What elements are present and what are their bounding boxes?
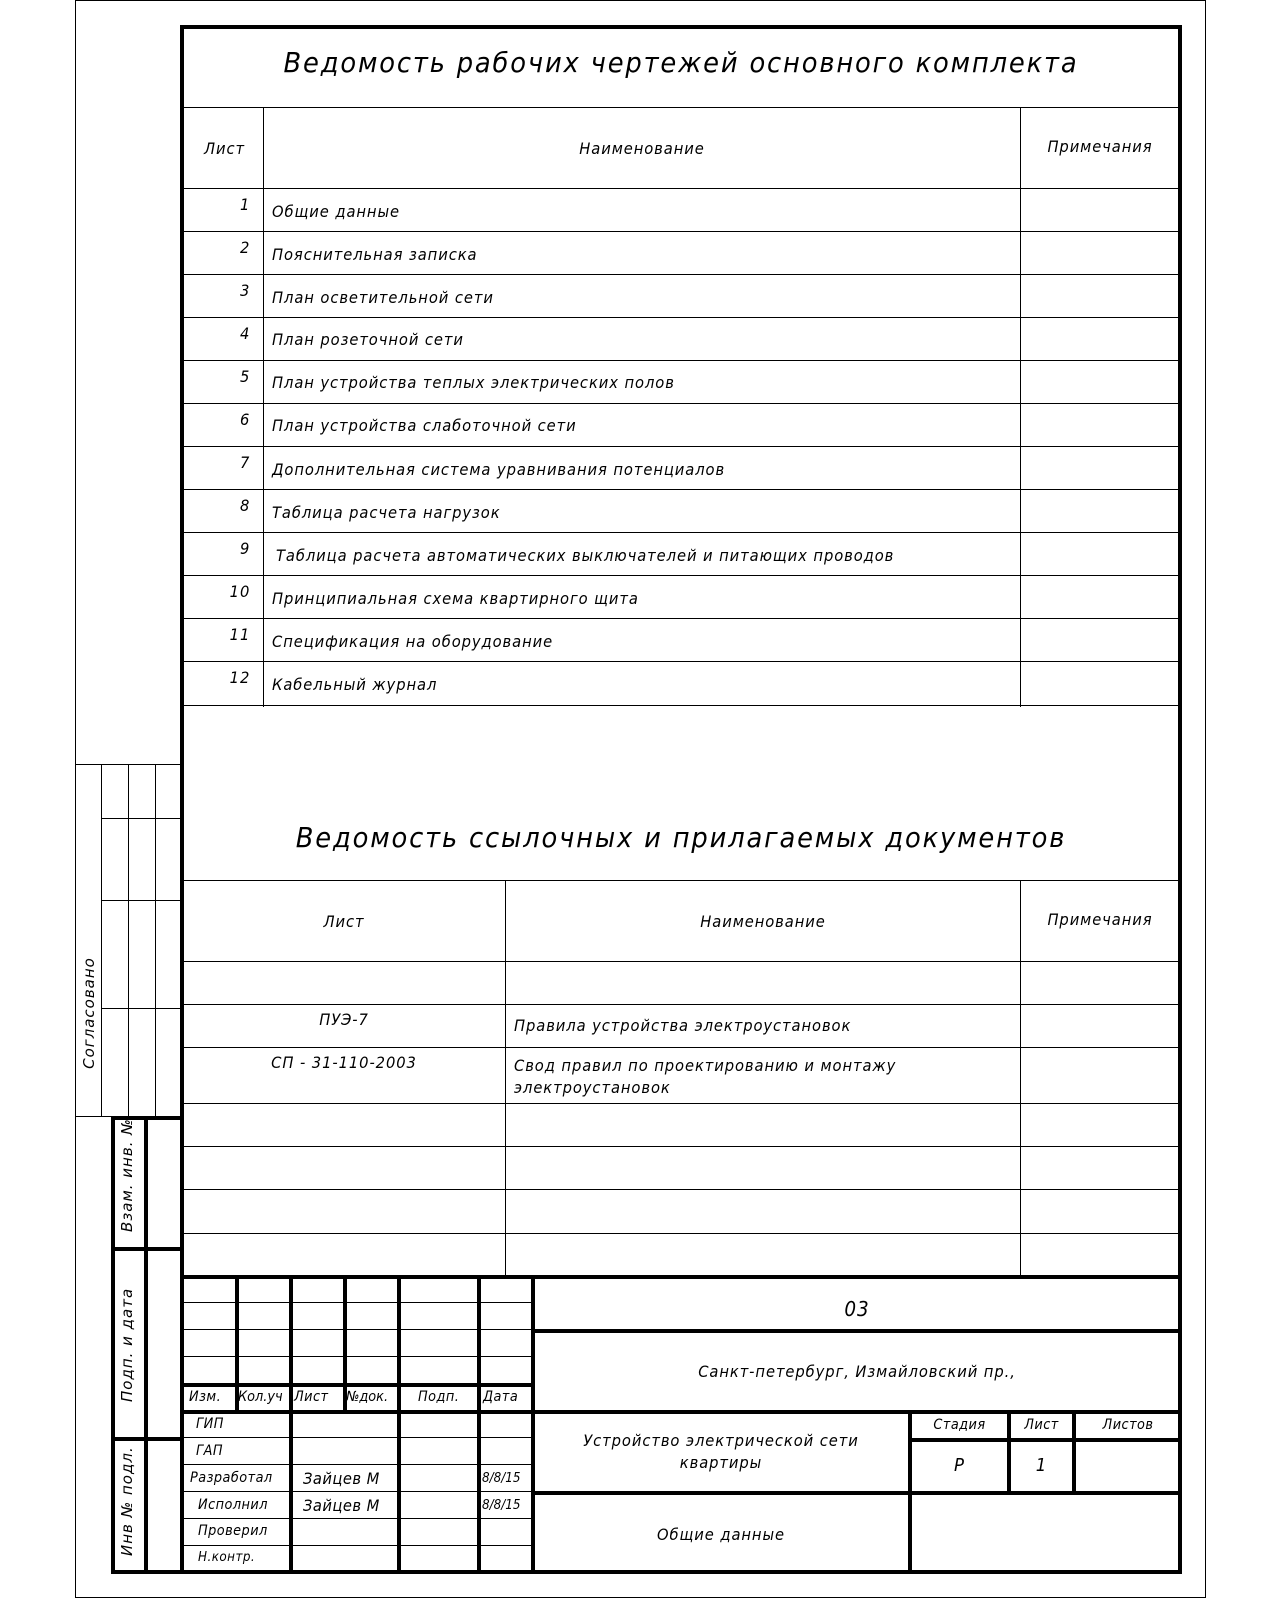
drawing-list-header-name: Наименование: [579, 139, 705, 158]
header-signature: Подп.: [418, 1389, 460, 1405]
role-norm-control: Н.контр.: [198, 1550, 256, 1565]
row-name: План осветительной сети: [272, 288, 494, 307]
row-sheet-number: 4: [239, 324, 251, 343]
row-name: Дополнительная система уравнивания потенциалов: [272, 460, 726, 479]
header-sheet: Лист: [294, 1389, 329, 1405]
sheets-label: Листов: [1102, 1417, 1154, 1433]
row-name: Правила устройства электроустановок: [514, 1016, 852, 1035]
inv-replace-label: Взам. инв. №: [118, 1118, 136, 1232]
row-sheet-number: 9: [239, 539, 251, 558]
drawing-list-header-sheet: Лист: [204, 139, 245, 158]
inv-original-label: Инв № подл.: [118, 1446, 136, 1556]
stage-value: Р: [954, 1455, 965, 1476]
drawing-list-title: Ведомость рабочих чертежей основного комплекта: [283, 46, 1079, 79]
sheet-title: Общие данные: [657, 1525, 785, 1544]
reference-list-header-notes: Примечания: [1047, 910, 1153, 929]
row-sheet-number: 3: [239, 281, 251, 300]
row-sheet-number: 6: [239, 410, 251, 429]
sheet-value: 1: [1035, 1455, 1048, 1476]
project-address: Санкт-петербург, Измайловский пр.,: [698, 1362, 1016, 1381]
header-quantity: Кол.уч: [238, 1389, 283, 1405]
reference-list-header-name: Наименование: [700, 912, 826, 931]
row-name: Спецификация на оборудование: [272, 632, 554, 651]
stage-label: Стадия: [933, 1417, 986, 1433]
header-date: Дата: [483, 1389, 519, 1405]
row-name: Пояснительная записка: [272, 245, 478, 264]
row-name: План розеточной сети: [272, 330, 464, 349]
role-executed: Исполнил: [198, 1497, 268, 1513]
row-sheet-number: 10: [229, 582, 251, 601]
row-sheet-number: 8: [239, 496, 251, 515]
header-change: Изм.: [189, 1389, 222, 1405]
row-name: Общие данные: [272, 202, 400, 221]
row-name: Таблица расчета автоматических выключателей и питающих проводов: [276, 546, 895, 565]
project-code: 03: [844, 1297, 870, 1321]
role-gap: ГАП: [196, 1443, 224, 1459]
executor-date: 8/8/15: [482, 1498, 521, 1513]
developer-name: Зайцев М: [303, 1469, 380, 1488]
row-sheet-number: 1: [239, 195, 251, 214]
row-sheet-number: 2: [239, 238, 251, 257]
row-sheet-number: 7: [239, 453, 251, 472]
header-doc-number: №док.: [346, 1389, 389, 1405]
role-checked: Проверил: [198, 1523, 268, 1539]
project-name-line1: Устройство электрической сети: [583, 1431, 859, 1450]
sheet-label: Лист: [1024, 1417, 1059, 1433]
row-doc-code: ПУЭ-7: [319, 1010, 369, 1029]
project-name-line2: квартиры: [679, 1453, 763, 1472]
sign-date-label: Подп. и дата: [118, 1287, 136, 1402]
developer-date: 8/8/15: [482, 1471, 521, 1486]
row-name: Принципиальная схема квартирного щита: [272, 589, 639, 608]
agreed-label: Согласовано: [80, 957, 98, 1069]
executor-name: Зайцев М: [303, 1496, 380, 1515]
row-name-continued: электроустановок: [514, 1078, 671, 1097]
row-sheet-number: 11: [229, 625, 251, 644]
drawing-list-header-notes: Примечания: [1047, 137, 1153, 156]
row-sheet-number: 5: [239, 367, 251, 386]
reference-list-title: Ведомость ссылочных и прилагаемых документов: [295, 821, 1067, 854]
row-name: План устройства теплых электрических полов: [272, 373, 675, 392]
role-developed: Разработал: [190, 1470, 273, 1486]
row-sheet-number: 12: [229, 668, 251, 687]
row-doc-code: СП - 31-110-2003: [271, 1053, 417, 1072]
role-gip: ГИП: [196, 1416, 224, 1432]
row-name: Кабельный журнал: [272, 675, 438, 694]
reference-list-header-sheet: Лист: [323, 912, 365, 931]
row-name: Таблица расчета нагрузок: [272, 503, 501, 522]
row-name: Свод правил по проектированию и монтажу: [514, 1056, 897, 1075]
row-name: План устройства слаботочной сети: [272, 416, 577, 435]
